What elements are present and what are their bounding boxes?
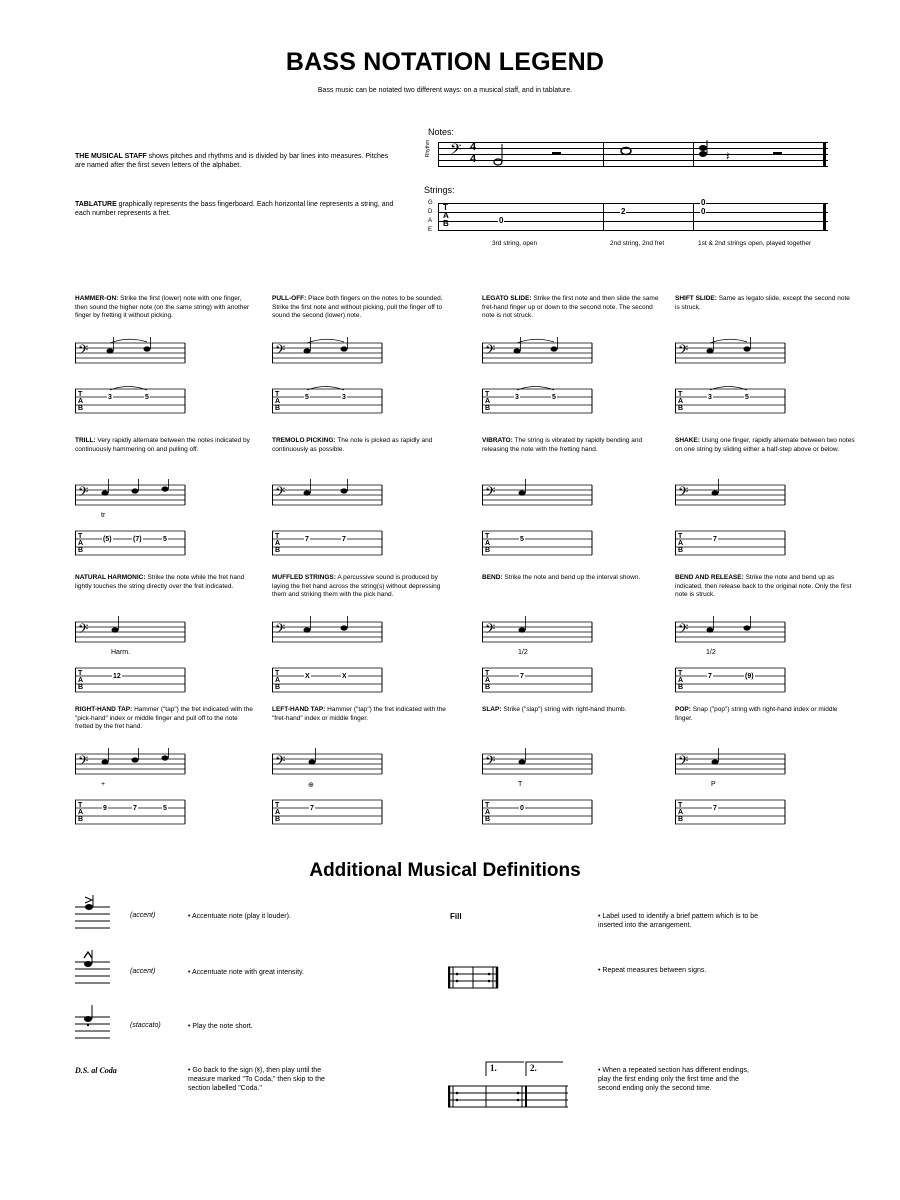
- svg-text:T: T: [275, 670, 280, 677]
- svg-text:A: A: [485, 677, 491, 684]
- tab-number: 7: [713, 536, 717, 543]
- note-head: [132, 488, 139, 493]
- def-text: • Play the note short.: [188, 1022, 338, 1031]
- technique-text: Very rapidly alternate between the notes indicated by continuously hammering on and pulling off.: [75, 437, 250, 453]
- note-head: [304, 348, 311, 353]
- svg-text:B: B: [78, 547, 84, 554]
- svg-text:B: B: [275, 547, 281, 554]
- note-head: [102, 759, 109, 764]
- svg-text:A: A: [275, 398, 281, 405]
- tab-number: 7: [342, 536, 346, 543]
- endings-staff: [448, 1058, 573, 1110]
- tab-number: (7): [133, 536, 142, 543]
- technique-text: Same as legato slide, except the second note is struck.: [675, 295, 850, 311]
- note-head: [102, 490, 109, 495]
- svg-text:T: T: [678, 670, 683, 677]
- def-text: • When a repeated section has different endings, play the first ending only the first time and the second ending only the second time.: [598, 1066, 763, 1093]
- svg-text:𝄢: 𝄢: [275, 753, 286, 772]
- tab-number: 0: [499, 216, 504, 225]
- technique-term: POP:: [675, 706, 691, 713]
- intro-staff-term: THE MUSICAL STAFF: [75, 153, 147, 160]
- intro-tab-staff: G D A E T A B 0 2 0 0: [438, 199, 828, 235]
- technique-example-staff: [272, 616, 384, 694]
- svg-text:B: B: [275, 405, 281, 412]
- technique-example-staff: [675, 748, 787, 826]
- intro-tab: [75, 200, 395, 218]
- technique-text: The note is picked as rapidly and continuously as possible.: [272, 437, 433, 453]
- page-title: BASS NOTATION LEGEND: [285, 48, 605, 76]
- svg-text:A: A: [678, 809, 684, 816]
- svg-text:𝄢: 𝄢: [678, 484, 689, 503]
- note-head: [162, 755, 169, 760]
- svg-text:T: T: [78, 391, 83, 398]
- technique-description: [272, 437, 452, 454]
- notes-label: Notes:: [428, 127, 455, 137]
- svg-text:T: T: [275, 802, 280, 809]
- technique-mark: P: [711, 781, 716, 788]
- def-text: • Label used to identify a brief pattern which is to be inserted into the arrangement.: [598, 912, 768, 930]
- technique-description: [675, 706, 855, 723]
- svg-text:B: B: [485, 405, 491, 412]
- tab-number: 3: [342, 394, 346, 401]
- note-head: [551, 346, 558, 351]
- technique-example-staff: [272, 748, 384, 826]
- note-head: [712, 490, 719, 495]
- technique-term: HAMMER-ON:: [75, 295, 119, 302]
- note-head: [707, 348, 714, 353]
- tab-number: 5: [145, 394, 149, 401]
- svg-text:𝄢: 𝄢: [78, 621, 89, 640]
- svg-text:B: B: [485, 547, 491, 554]
- note-head: [712, 759, 719, 764]
- technique-description: [482, 706, 662, 715]
- technique-example-staff: [482, 479, 594, 557]
- svg-text:𝄢: 𝄢: [275, 621, 286, 640]
- technique-term: RIGHT-HAND TAP:: [75, 706, 133, 713]
- note-head: [744, 346, 751, 351]
- note-head: [519, 490, 526, 495]
- svg-text:A: A: [275, 809, 281, 816]
- svg-text:A: A: [78, 809, 84, 816]
- tab-number: 0: [520, 805, 524, 812]
- technique-text: Place both fingers on the notes to be sounded. Strike the first note and without picking, pull the finger off to sound the second (lower) note.: [272, 295, 443, 319]
- technique-term: PULL-OFF:: [272, 295, 307, 302]
- tab-number: 7: [133, 805, 137, 812]
- intro-staff: [75, 152, 395, 170]
- svg-text:A: A: [78, 540, 84, 547]
- tab-number: 0: [701, 207, 706, 216]
- technique-text: Hammer ("tap") the fret indicated with the "fret-hand" index or middle finger.: [272, 706, 446, 722]
- svg-text:A: A: [275, 677, 281, 684]
- ds-al-coda-symbol: D.S. al Coda: [75, 1066, 117, 1075]
- svg-text:𝄽: 𝄽: [726, 149, 730, 163]
- technique-term: SHIFT SLIDE:: [675, 295, 717, 302]
- svg-text:𝄢: 𝄢: [275, 342, 286, 361]
- svg-text:𝄢: 𝄢: [485, 753, 496, 772]
- svg-text:B: B: [678, 684, 684, 691]
- def-text: • Go back to the sign (𝄋), then play until the measure marked "To Coda," then skip to the section labelled "Coda.": [188, 1066, 338, 1093]
- svg-text:T: T: [275, 391, 280, 398]
- technique-example-staff: [75, 479, 187, 557]
- tab-number: 5: [305, 394, 309, 401]
- string-name-d: D: [428, 209, 433, 215]
- string-name-a: A: [428, 218, 433, 224]
- note-head: [519, 627, 526, 632]
- tab-number: 7: [713, 805, 717, 812]
- intro-caption-3: 1st & 2nd strings open, played together: [698, 240, 812, 247]
- svg-text:T: T: [485, 670, 490, 677]
- tab-number: 7: [708, 673, 712, 680]
- bass-clef-icon: 𝄢: [450, 141, 462, 162]
- svg-text:T: T: [678, 391, 683, 398]
- technique-term: TRILL:: [75, 437, 96, 444]
- def-text: • Accentuate note with great intensity.: [188, 968, 338, 977]
- svg-text:B: B: [78, 816, 84, 823]
- technique-description: [675, 437, 855, 454]
- technique-term: TREMOLO PICKING:: [272, 437, 336, 444]
- svg-text:B: B: [275, 684, 281, 691]
- technique-mark: ⊕: [308, 782, 314, 789]
- staccato-example-staff: [75, 1005, 110, 1045]
- accent-example-staff: [75, 895, 110, 935]
- technique-example-staff: [272, 479, 384, 557]
- technique-example-staff: [272, 337, 384, 415]
- intro-notation-staff: 𝄢 4 4 𝄽 Rhythm: [438, 140, 828, 170]
- tab-number: 5: [520, 536, 524, 543]
- note-head: [107, 348, 114, 353]
- additional-title: Additional Musical Definitions: [309, 860, 581, 881]
- technique-text: Strike the first (lower) note with one finger, then sound the higher note (on the same string) with another finger by fretting it without picking.: [75, 295, 250, 319]
- def-text: • Accentuate note (play it louder).: [188, 912, 338, 921]
- svg-text:A: A: [78, 677, 84, 684]
- svg-text:B: B: [275, 816, 281, 823]
- svg-text:T: T: [78, 802, 83, 809]
- marcato-example-staff: [75, 950, 110, 990]
- note-head: [519, 759, 526, 764]
- svg-text:𝄢: 𝄢: [485, 621, 496, 640]
- svg-text:A: A: [275, 540, 281, 547]
- intro-tab-term: TABLATURE: [75, 201, 117, 208]
- intro-staff-text: shows pitches and rhythms and is divided by bar lines into measures. Pitches are named after the first seven letters of the alphabet.: [75, 153, 389, 169]
- tab-number: X: [342, 673, 347, 680]
- svg-text:𝄢: 𝄢: [78, 484, 89, 503]
- technique-term: SLAP:: [482, 706, 502, 713]
- svg-text:B: B: [678, 405, 684, 412]
- technique-term: SHAKE:: [675, 437, 700, 444]
- technique-text: Strike the note and bend up as indicated, then release back to the original note. Only the first note is struck.: [675, 574, 852, 598]
- svg-text:T: T: [78, 670, 83, 677]
- svg-text:T: T: [275, 533, 280, 540]
- technique-example-staff: [75, 337, 187, 415]
- technique-term: VIBRATO:: [482, 437, 513, 444]
- svg-text:T: T: [678, 802, 683, 809]
- tab-number: 7: [520, 673, 524, 680]
- note-head: [309, 759, 316, 764]
- tab-number: 5: [745, 394, 749, 401]
- intro-tab-text: graphically represents the bass fingerboard. Each horizontal line represents a string, and each number represents a fret.: [75, 201, 394, 217]
- svg-text:B: B: [678, 816, 684, 823]
- note-head: [162, 486, 169, 491]
- technique-example-staff: [75, 616, 187, 694]
- note-head: [341, 346, 348, 351]
- svg-text:𝄢: 𝄢: [485, 342, 496, 361]
- page-subtitle: Bass music can be notated two different ways: on a musical staff, and in tablature.: [317, 87, 573, 94]
- technique-example-staff: [675, 616, 787, 694]
- tab-number: 3: [108, 394, 112, 401]
- note-head: [144, 346, 151, 351]
- svg-text:𝄢: 𝄢: [678, 342, 689, 361]
- technique-term: LEGATO SLIDE:: [482, 295, 532, 302]
- svg-text:T: T: [485, 533, 490, 540]
- def-symbol: (accent): [130, 968, 156, 975]
- svg-text:A: A: [678, 677, 684, 684]
- tab-number: X: [305, 673, 310, 680]
- svg-text:B: B: [485, 816, 491, 823]
- svg-text:B: B: [678, 547, 684, 554]
- technique-text: Strike ("slap") string with right-hand thumb.: [503, 706, 627, 713]
- technique-description: [675, 574, 855, 600]
- technique-description: [272, 706, 452, 723]
- tab-number: 5: [163, 536, 167, 543]
- technique-mark: 1/2: [518, 649, 528, 656]
- technique-mark: T: [518, 781, 523, 788]
- technique-description: [75, 295, 255, 321]
- tab-number: 7: [305, 536, 309, 543]
- technique-example-staff: [482, 748, 594, 826]
- svg-text:A: A: [678, 398, 684, 405]
- technique-text: Strike the first note and then slide the same fret-hand finger up or down to the second note. The second note is not struck.: [482, 295, 659, 319]
- string-name-g: G: [428, 200, 433, 206]
- note-head: [707, 627, 714, 632]
- technique-description: [482, 295, 662, 321]
- svg-text:𝄢: 𝄢: [275, 484, 286, 503]
- note-head: [112, 627, 119, 632]
- svg-text:A: A: [485, 398, 491, 405]
- tab-number: 7: [310, 805, 314, 812]
- note-head: [514, 348, 521, 353]
- svg-text:A: A: [485, 540, 491, 547]
- technique-description: [75, 437, 255, 454]
- tab-number: 0: [701, 198, 706, 207]
- tab-number: (5): [103, 536, 112, 543]
- technique-text: Strike the note and bend up the interval shown.: [504, 574, 641, 581]
- svg-text:𝄢: 𝄢: [678, 621, 689, 640]
- tab-number: 9: [103, 805, 107, 812]
- technique-term: NATURAL HARMONIC:: [75, 574, 146, 581]
- note-head: [132, 757, 139, 762]
- intro-caption-2: 2nd string, 2nd fret: [610, 240, 665, 247]
- svg-text:A: A: [78, 398, 84, 405]
- technique-description: [75, 574, 255, 591]
- svg-text:B: B: [78, 405, 84, 412]
- tab-number: 5: [163, 805, 167, 812]
- tab-number: 3: [708, 394, 712, 401]
- technique-example-staff: [675, 337, 787, 415]
- note-head: [744, 625, 751, 630]
- technique-example-staff: [75, 748, 187, 826]
- def-symbol: (accent): [130, 912, 156, 919]
- technique-description: [272, 574, 452, 600]
- tab-number: 5: [552, 394, 556, 401]
- fill-symbol: Fill: [450, 912, 462, 921]
- technique-description: [272, 295, 452, 321]
- svg-text:𝄢: 𝄢: [78, 342, 89, 361]
- technique-text: A percussive sound is produced by laying the fret hand across the string(s) without depressing them and striking them with the pick hand.: [272, 574, 441, 598]
- tab-number: 2: [621, 207, 626, 216]
- technique-mark: Harm.: [111, 649, 131, 656]
- intro-caption-1: 3rd string, open: [492, 240, 538, 247]
- technique-mark: +: [101, 781, 106, 788]
- repeat-signs-staff: [448, 964, 498, 992]
- technique-text: Hammer ("tap") the fret indicated with the "pick-hand" index or middle finger and pull off to the note fretted by the fret hand.: [75, 706, 253, 730]
- svg-text:T: T: [678, 533, 683, 540]
- technique-description: [482, 437, 662, 454]
- note-head: [341, 488, 348, 493]
- technique-description: [75, 706, 255, 732]
- svg-text:A: A: [485, 809, 491, 816]
- technique-term: LEFT-HAND TAP:: [272, 706, 326, 713]
- ending-2-label: 2.: [530, 1063, 537, 1073]
- tab-number: (9): [745, 673, 754, 680]
- string-name-e: E: [428, 227, 433, 233]
- technique-example-staff: [482, 616, 594, 694]
- note-head: [304, 627, 311, 632]
- technique-term: MUFFLED STRINGS:: [272, 574, 336, 581]
- tab-number: 12: [113, 673, 121, 680]
- technique-mark: tr: [101, 512, 106, 519]
- svg-text:𝄢: 𝄢: [78, 753, 89, 772]
- svg-text:T: T: [485, 391, 490, 398]
- def-text: • Repeat measures between signs.: [598, 966, 768, 975]
- intro-notes: [478, 140, 818, 172]
- svg-text:B: B: [78, 684, 84, 691]
- technique-example-staff: [482, 337, 594, 415]
- svg-text:B: B: [485, 684, 491, 691]
- technique-description: [675, 295, 855, 312]
- tab-number: 3: [515, 394, 519, 401]
- note-head: [304, 490, 311, 495]
- technique-text: Snap ("pop") string with right-hand index or middle finger.: [675, 706, 838, 722]
- technique-text: The string is vibrated by rapidly bending and releasing the note with the fretting hand.: [482, 437, 643, 453]
- technique-text: Strike the note while the fret hand lightly touches the string directly over the fret indicated.: [75, 574, 245, 590]
- svg-text:T: T: [78, 533, 83, 540]
- svg-text:𝄢: 𝄢: [485, 484, 496, 503]
- ending-1-label: 1.: [490, 1063, 497, 1073]
- svg-text:𝄢: 𝄢: [678, 753, 689, 772]
- technique-term: BEND AND RELEASE:: [675, 574, 744, 581]
- rhythm-label: Rhythm: [425, 140, 431, 158]
- technique-description: [482, 574, 662, 583]
- note-head: [341, 625, 348, 630]
- technique-term: BEND:: [482, 574, 503, 581]
- technique-text: Using one finger, rapidly alternate between two notes on one string by sliding either a half-step above or below.: [675, 437, 855, 453]
- technique-example-staff: [675, 479, 787, 557]
- svg-text:T: T: [485, 802, 490, 809]
- svg-text:A: A: [678, 540, 684, 547]
- strings-label: Strings:: [424, 185, 455, 195]
- def-symbol: (staccato): [130, 1022, 161, 1029]
- technique-mark: 1/2: [706, 649, 716, 656]
